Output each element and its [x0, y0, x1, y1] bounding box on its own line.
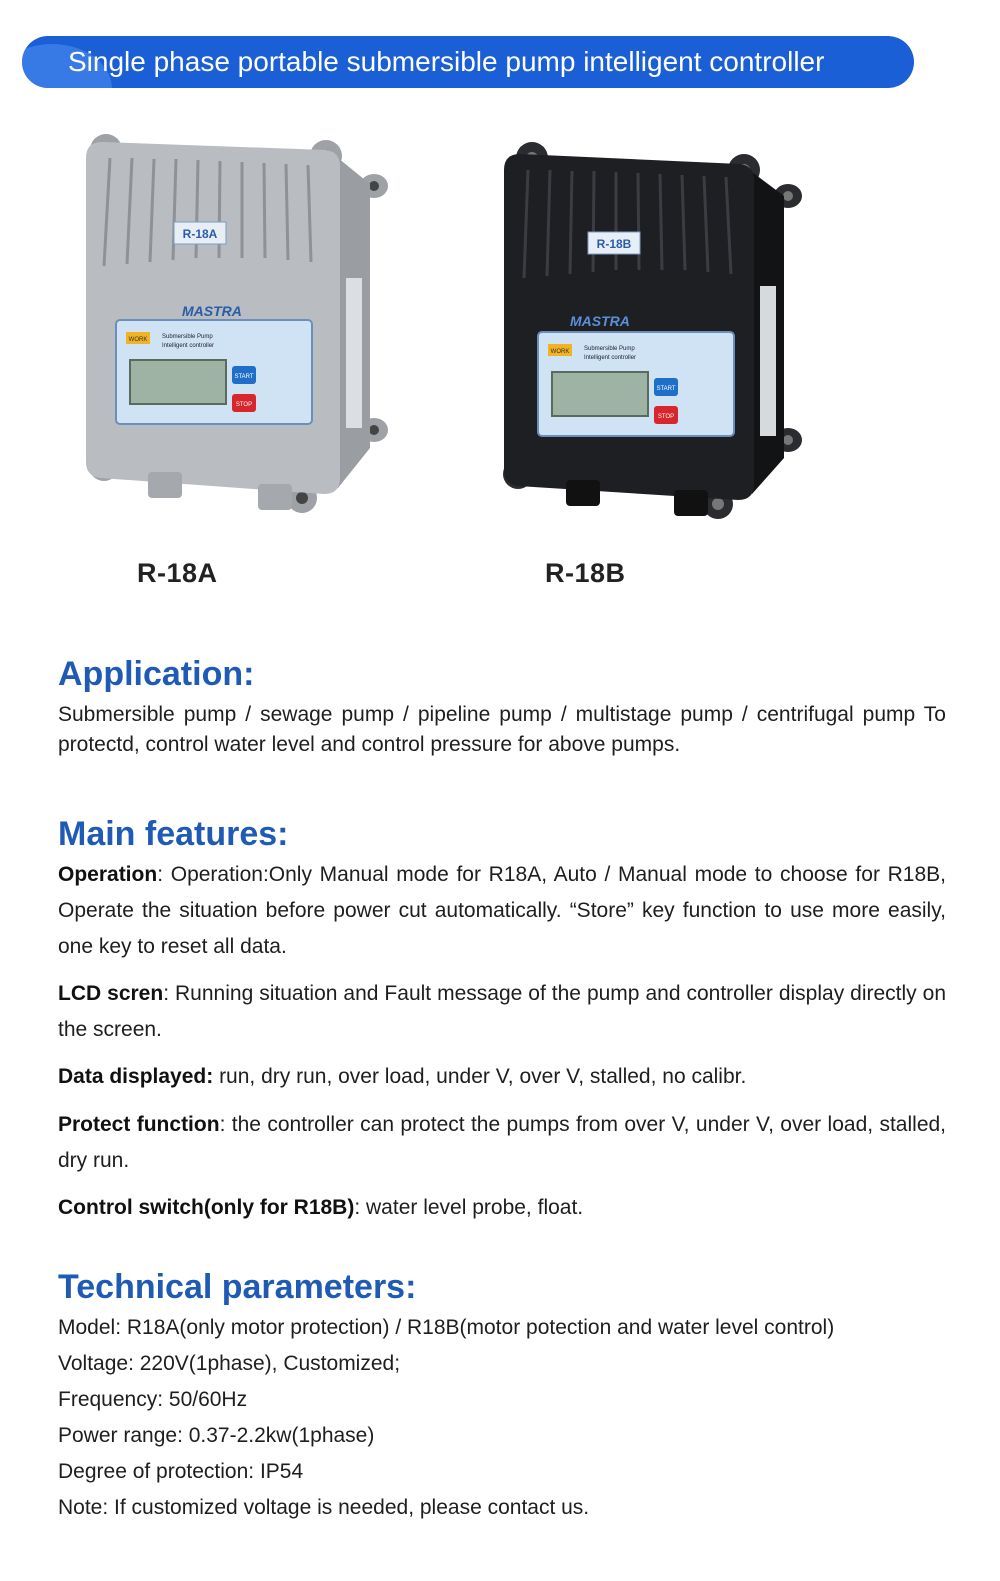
svg-text:Submersible Pump: Submersible Pump — [162, 334, 213, 340]
feature-text: Running situation and Fault message of the pump and controller display directly on the screen. — [58, 982, 947, 1041]
product-image-r18b — [482, 136, 812, 536]
tech-protection-degree: Degree of protection: IP54 — [58, 1460, 304, 1483]
feature-control-switch: Control switch(only for R18B): water level probe, float. — [58, 1196, 584, 1219]
feature-text: run, dry run, over load, under V, over V, stalled, no calibr. — [219, 1065, 747, 1088]
feature-text: the controller can protect the pumps from over V, under V, over load, stalled, dry run. — [58, 1113, 947, 1172]
svg-text:STOP: STOP — [657, 414, 675, 420]
feature-label: Data displayed: — [58, 1065, 214, 1088]
feature-label: LCD scren — [58, 982, 164, 1005]
lcd-screen — [130, 360, 226, 404]
brand-logo: MASTRA — [182, 303, 242, 319]
product-image-r18a — [70, 128, 400, 528]
tech-model: Model: R18A(only motor protection) / R18B(motor potection and water level control) — [58, 1316, 835, 1339]
title-banner — [22, 36, 914, 88]
svg-text:Submersible Pump: Submersible Pump — [584, 346, 635, 352]
svg-text:STOP: STOP — [235, 402, 253, 408]
feature-operation: Operation: Operation:Only Manual mode for R18A, Auto / Manual mode to choose for R18B, Operate the situation before power cut automatically. “Store” key function to use more easily, one key to reset all data. — [58, 863, 947, 958]
model-caption-r18b: R-18B — [545, 558, 626, 588]
feature-label: Control switch(only for R18B) — [58, 1196, 355, 1219]
technical-heading: Technical parameters: — [58, 1268, 417, 1306]
svg-text:Intelligent controller: Intelligent controller — [584, 355, 637, 361]
feature-text: water level probe, float. — [366, 1196, 584, 1219]
svg-text:START: START — [234, 374, 254, 380]
svg-text:WORK: WORK — [550, 349, 570, 355]
svg-text:MASTRA: MASTRA — [570, 313, 630, 329]
tech-power-range: Power range: 0.37-2.2kw(1phase) — [58, 1424, 375, 1447]
svg-text:START: START — [656, 386, 676, 392]
svg-text:R-18B: R-18B — [596, 237, 632, 251]
model-caption-r18a: R-18A — [137, 558, 218, 588]
application-text: Submersible pump / sewage pump / pipeline pump / multistage pump / centrifugal pump To protectd, control water level and control pressure for above pumps. — [58, 703, 946, 756]
model-label-plate: R-18A — [182, 227, 218, 241]
feature-label: Operation — [58, 863, 158, 886]
tech-voltage: Voltage: 220V(1phase), Customized; — [58, 1352, 401, 1375]
feature-label: Protect function — [58, 1113, 220, 1136]
tech-frequency: Frequency: 50/60Hz — [58, 1388, 248, 1411]
feature-text: Operation:Only Manual mode for R18A, Auto / Manual mode to choose for R18B, Operate the situation before power cut automatically. “Store” key function to use more easily, one key to reset all data. — [58, 863, 947, 958]
svg-text:Intelligent controller: Intelligent controller — [162, 343, 215, 349]
tech-note: Note: If customized voltage is needed, please contact us. — [58, 1496, 590, 1519]
features-heading: Main features: — [58, 815, 289, 853]
feature-protect-function: Protect function: the controller can protect the pumps from over V, under V, over load, stalled, dry run. — [58, 1113, 947, 1172]
feature-lcd-screen: LCD scren: Running situation and Fault message of the pump and controller display directly on the screen. — [58, 982, 947, 1041]
application-heading: Application: — [58, 655, 255, 693]
feature-data-displayed — [58, 1059, 946, 1095]
banner-title: Single phase portable submersible pump intelligent controller — [68, 46, 825, 77]
svg-text:WORK: WORK — [128, 337, 148, 343]
